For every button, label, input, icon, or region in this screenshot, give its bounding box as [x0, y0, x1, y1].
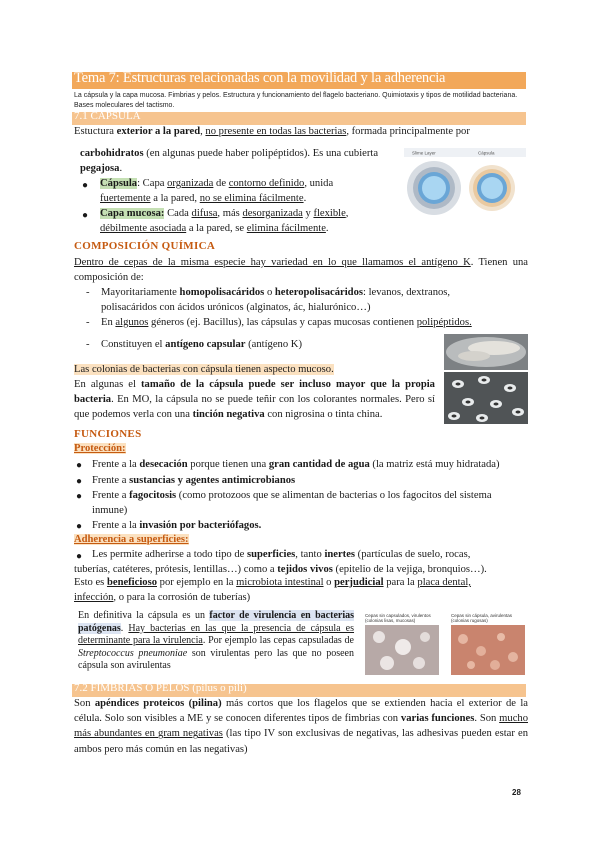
protection-heading: Protección: [74, 443, 126, 454]
composition-heading: COMPOSICIÓN QUÍMICA [74, 240, 216, 252]
bullet: ● [76, 476, 83, 487]
composition-intro: Dentro de cepas de la misma especie hay variedad en lo que llamamos el antígeno K. Tienen una composición de: [74, 257, 529, 284]
mucoid-colonies-photo [444, 334, 528, 370]
protection-item-2: Frente a sustancias y agentes antimicrobianos [92, 475, 296, 486]
fig-label-capsule: Cápsula [478, 150, 495, 156]
composition-item-3: Constituyen el antígeno capsular (antígeno K) [101, 339, 302, 350]
functions-heading: FUNCIONES [74, 428, 142, 440]
page-title: Tema 7: Estructuras relacionadas con la movilidad y la adherencia [74, 70, 446, 86]
negative-stain-photo [444, 372, 528, 424]
adherence-heading: Adherencia a superficies: [74, 534, 189, 545]
colonies-image [444, 334, 528, 370]
capsule-intro-2: carbohidratos (en algunas puede haber polipéptidos). Es una cubierta pegajosa. [80, 148, 379, 175]
colonies-text: Las colonias de bacterias con cápsula tienen aspecto mucoso. [74, 364, 334, 375]
page-number: 28 [512, 788, 521, 797]
protection-item-1: Frente a la desecación porque tienen una gran cantidad de agua (la matriz está muy hidratada) [92, 459, 500, 470]
composition-item-2: En algunos géneros (ej. Bacillus), las cápsulas y capas mucosas contienen polipéptidos. [101, 317, 472, 328]
protection-item-3: Frente a fagocitosis (como protozoos que se alimentan de bacterias o los fagocitos del sistema inmune) [92, 490, 492, 517]
section-heading-7-1: 7.1 CÁPSULA [74, 110, 141, 122]
composition-item-1: Mayoritariamente homopolisacáridos o heteropolisacáridos: levanos, dextranos, polisacáridos con ácidos urónicos (alginatos, ác, hialurónico…) [101, 287, 451, 314]
capsule-diagram-figure [404, 148, 526, 220]
virulence-text: En definitiva la cápsula es un factor de virulencia en bacterias patógenas. Hay bacterias en las que la presencia de cápsula es determinante para la virulencia. Por ejemplo las cepas capsuladas de Streptococcus pneumoniae son virulentas pero las que no poseen cápsula son avirulentas [78, 610, 355, 672]
avirulent-colonies-image [451, 625, 525, 675]
dash: - [86, 339, 90, 350]
bullet: ● [76, 491, 83, 502]
caption-virulent: Cepas sin capsulados, virulentos (colonias lisas, mucosas) [365, 613, 431, 623]
caption-avirulent: Cepas sin cápsula, avirulentas (colonias rugosas) [451, 613, 513, 623]
subtitle: La cápsula y la capa mucosa. Fimbrias y pelos. Estructura y funcionamiento del flagelo bacteriano. Quimiotaxis y tipos de motilidad bacteriana. Bases moleculares del tactismo. [74, 92, 518, 109]
fimbriae-text: Son apéndices proteicos (pilina) más cortos que los flagelos que se extienden hacia el exterior de la célula. Solo son visibles a ME y se conocen diferentes tipos de fimbrias con varias funciones. Son mucho más abundantes en gram negativas (las tipo IV son exclusivas de negativas, las adhesivas pueden estar en ambos pero más común en las negativas) [74, 698, 528, 755]
pneumococcus-colonies-figure [362, 612, 528, 676]
bullet: ● [76, 551, 83, 562]
bullet: ● [76, 521, 83, 532]
bullet: ● [76, 460, 83, 471]
virulent-colonies-image [365, 625, 439, 675]
capsule-size-text: En algunas el tamaño de la cápsula puede ser incluso mayor que la propia bacteria. En MO, la cápsula no se puede teñir con los colorantes normales. Pero sí que podemos verla con una tinción negativa con nigrosina o tinta china. [74, 379, 435, 421]
dash: - [86, 317, 90, 328]
dash: - [86, 287, 90, 298]
bullet-capsula: Cápsula: Capa organizada de contorno definido, unida fuertemente a la pared, no se elimina fácilmente. [100, 178, 334, 205]
capsule-diagram [404, 148, 526, 220]
bullet: ● [82, 210, 89, 221]
bullet-capa-mucosa: Capa mucosa: Cada difusa, más desorganizada y flexible, débilmente asociada a la pared, se elimina fácilmente. [100, 208, 349, 235]
adherence-text: Les permite adherirse a todo tipo de superficies, tanto inertes (partículas de suelo, rocas, tuberías, catéteres, prótesis, lentillas…) como a tejidos vivos (epitelio de la vejiga, bronquios…). [74, 549, 487, 576]
adherence-consequences: Esto es beneficioso por ejemplo en la microbiota intestinal o perjudicial para la placa dental, infección, o para la corrosión de tuberías) [74, 577, 471, 604]
capsule-intro: Estuctura exterior a la pared, no presente en todas las bacterias, formada principalmente por [74, 126, 470, 137]
negative-stain-image [444, 372, 528, 424]
section-heading-7-2: 7.2 FIMBRIAS O PELOS (pilus o pili) [74, 682, 247, 694]
bullet: ● [82, 180, 89, 191]
fig-label-slime: Slime Layer [412, 150, 436, 156]
protection-item-4: Frente a la invasión por bacteriófagos. [92, 520, 262, 531]
